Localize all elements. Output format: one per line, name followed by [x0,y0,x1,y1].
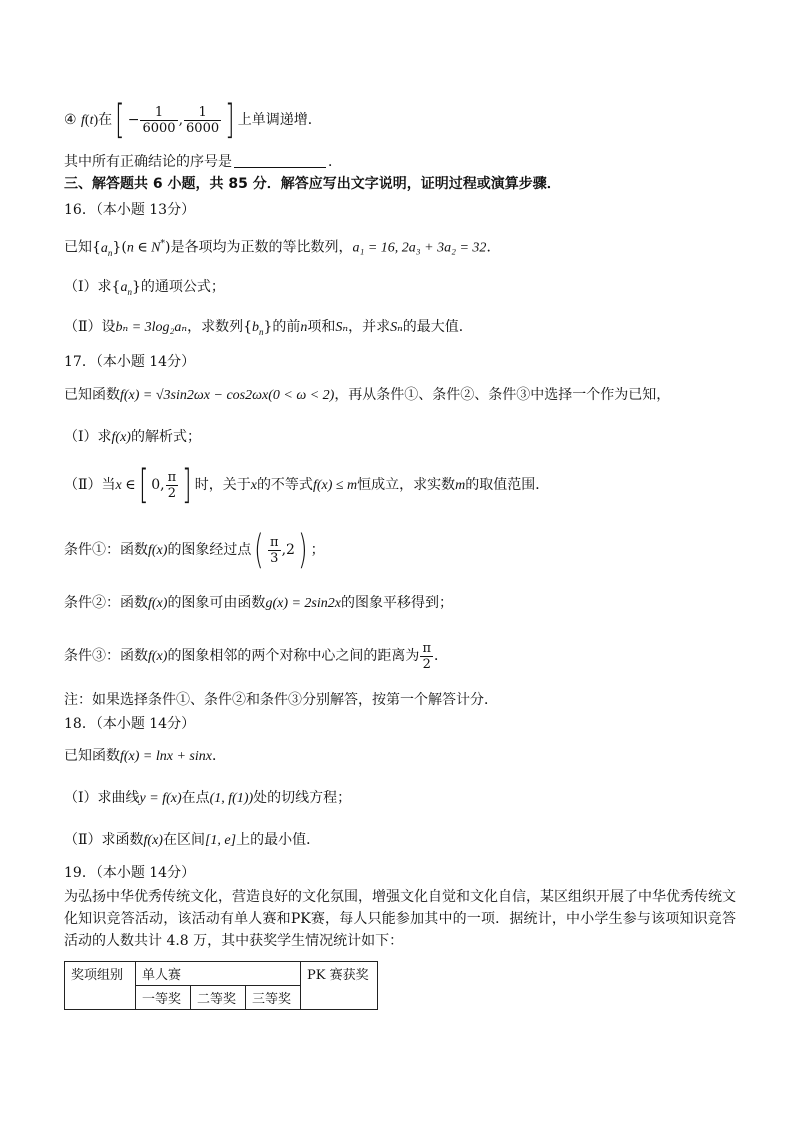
col-third: 三等奖 [246,986,301,1010]
func-var: t [89,113,94,128]
star: * [160,239,166,249]
right-bracket: ] [182,462,192,508]
left-bracket: [ [138,462,149,508]
q17-part-2 [64,462,550,508]
col-pk: PK 赛获奖 [301,962,378,1010]
q17-text: 已知函数 [64,387,120,403]
sum-s: Sₙ [335,320,349,335]
var-n: n [300,320,308,335]
q16-end: ． [486,239,501,256]
interval: [1, e] [204,833,237,848]
q17-part-1 [64,427,201,448]
q18-p2-tail: 上的最小值． [236,832,321,848]
point-y: ,2 [281,542,295,558]
func-name: f [81,113,85,128]
q16-stem: 已知$\{a_n\}(n$ ∈ N*)是各项均为正数的等比数列，a₁ = 16, 2a₃ + 3a₂ = 32． [64,239,501,258]
c2-text-3: 的图象平移得到； [340,595,453,611]
fx: f(x) [148,596,168,611]
q16-relation: a₁ = 16, 2a₃ + 3a₂ = 32 [352,240,487,256]
q17-text-2: ，再从条件①、条件②、条件③中选择一个作为已知， [334,387,671,403]
var-x: x [250,478,257,493]
q18-p1-label: （Ⅰ）求曲线 [64,790,140,806]
col-award-group: 奖项组别 [65,962,136,1010]
q18-end: ． [211,748,226,764]
item-4-number: ④ [64,112,77,128]
q16-p2-text-2: 的前 [272,319,301,335]
zero: 0, [151,477,165,493]
pi-over-3 [268,535,281,566]
inequality: f(x) ≤ m [312,478,358,493]
section-3-heading: 三、解答题共 6 小题，共 85 分．解答应写出文字说明，证明过程或演算步骤． [64,176,561,192]
c3-text-2: 的图象相邻的两个对称中心之间的距离为 [167,648,420,664]
c2-text-2: 的图象可由函数 [167,595,266,611]
condition-1 [64,527,325,573]
comma: , [178,112,184,128]
frac-den: 6000 [142,120,176,136]
c1-end: ； [310,542,325,558]
fill-in-prompt [64,152,342,172]
condition-2 [64,593,453,614]
col-single: 单人赛 [136,962,301,986]
left-paren: ( [254,527,264,573]
item-4-func: f(t) [81,113,99,128]
fx: f(x) [148,543,168,558]
q18-p2-text: 在区间 [162,832,205,848]
minus-sign: − [127,112,140,128]
item-4 [64,97,322,143]
var-m: m [455,478,466,493]
left-bracket: [ [115,97,125,143]
q16-text: 已知 [64,239,92,256]
q17-p2-text: 时，关于 [194,477,251,493]
seq-sub: n [127,286,132,297]
q18-header: 18．（本小题 14分） [64,716,196,732]
q16-p2-text-3: 项和 [307,319,336,335]
q16-text-2: 是各项均为正数的等比数列， [170,239,353,256]
pi-over-2 [420,641,433,672]
gx: g(x) = 2sin2x [265,596,341,611]
q16-p2-text: ，求数列 [187,319,244,335]
right-paren: ) [298,527,308,573]
fill-prompt-text: 其中所有正确结论的序号是 [64,154,232,170]
pi: π [270,534,279,550]
q18-p2-label: （Ⅱ）求函数 [64,832,144,848]
c2-text: 条件②：函数 [64,595,148,611]
sum-s: Sₙ [390,320,403,335]
q16-p1-tail: 的通项公式； [140,279,225,295]
col-second: 二等奖 [191,986,246,1010]
right-bracket: ] [225,97,235,143]
three: 3 [270,550,279,566]
c1-text: 条件①：函数 [64,542,148,558]
q17-p1-label: （Ⅰ）求 [64,429,112,445]
fx: f(x) [143,833,163,848]
frac-num: 1 [184,105,221,121]
q19-paragraph: 为弘扬中华优秀传统文化，营造良好的文化氛围，增强文化自觉和文化自信，某区组织开展了中华优秀传统文化知识竞答活动，该活动有单人赛和PK赛，每人只能参加其中的一项．据统计，中小学生参与该项知识竞答活动的人数共计 4.8 万，其中获奖学生情况统计如下： [64,889,736,949]
award-table [64,961,378,1010]
x-in: x ∈ [115,478,136,493]
q17-p2-text-3: 恒成立，求实数 [357,477,456,493]
q18-part-1 [64,788,351,809]
fraction-neg [140,105,177,136]
q19-header: 19．（本小题 14分） [64,865,196,881]
q16-p2-tail: 的最大值． [402,319,473,335]
pi: π [422,640,431,656]
q17-header: 17．（本小题 14分） [64,354,196,370]
seq-a: a [100,240,108,256]
two: 2 [422,656,431,672]
two: 2 [167,485,176,501]
q17-p2-tail: 的取值范围． [465,477,550,493]
item-4-tail: 上单调递增． [237,112,322,128]
q16-p2-text-4: ，并求 [348,319,391,335]
q18-p1-tail: 处的切线方程； [253,790,352,806]
fx: f(x) [111,430,131,445]
q16-condition: n ∈ N [126,240,161,256]
q16-p1-label: （Ⅰ）求 [64,279,112,295]
c3-end: ． [433,648,448,664]
col-first: 一等奖 [136,986,191,1010]
point: (1, f(1)) [209,791,254,806]
condition-3 [64,636,448,677]
q16-p2-label: （Ⅱ）设 [64,319,116,335]
q18-part-2 [64,830,320,851]
curve: y = f(x) [139,791,182,806]
fx: f(x) [148,649,168,664]
q18-text: 已知函数 [64,748,120,764]
c3-text: 条件③：函数 [64,648,148,664]
q16-header: 16．（本小题 13分） [64,202,196,218]
frac-num: 1 [140,105,177,121]
q16-p2-expr: bₙ = 3log₂aₙ [115,320,188,335]
fraction-pos [184,105,221,136]
q17-p2-label: （Ⅱ）当 [64,477,116,493]
q17-stem [64,385,670,406]
frac-den: 6000 [186,120,220,136]
pi: π [167,469,177,485]
c1-text-2: 的图象经过点 [167,542,252,558]
q17-function: f(x) = √3sin2ωx − cos2ωx(0 < ω < 2) [120,388,335,403]
q18-p1-text: 在点 [181,790,210,806]
q18-function: f(x) = lnx + sinx [120,749,212,764]
seq-sub: n [107,247,113,258]
q16-part-2: （Ⅱ）设bₙ = 3log₂aₙ，求数列$\{b_n\}$的前n项和Sₙ，并求Sₙ的最大值． [64,319,473,337]
q18-stem [64,746,226,767]
item-4-in: 在 [98,112,113,128]
q17-p1-tail: 的解析式； [130,429,201,445]
answer-blank[interactable] [234,152,326,168]
seq-a: a [120,280,128,295]
q17-p2-text-2: 的不等式 [256,477,313,493]
q16-part-1: （Ⅰ）求$\{a_n\}$的通项公式； [64,279,225,297]
seq-sub: n [259,326,264,337]
pi-over-2 [166,470,179,501]
fill-prompt-end: ． [328,154,342,170]
q17-note: 注：如果选择条件①、条件②和条件③分别解答，按第一个解答计分． [64,692,498,708]
